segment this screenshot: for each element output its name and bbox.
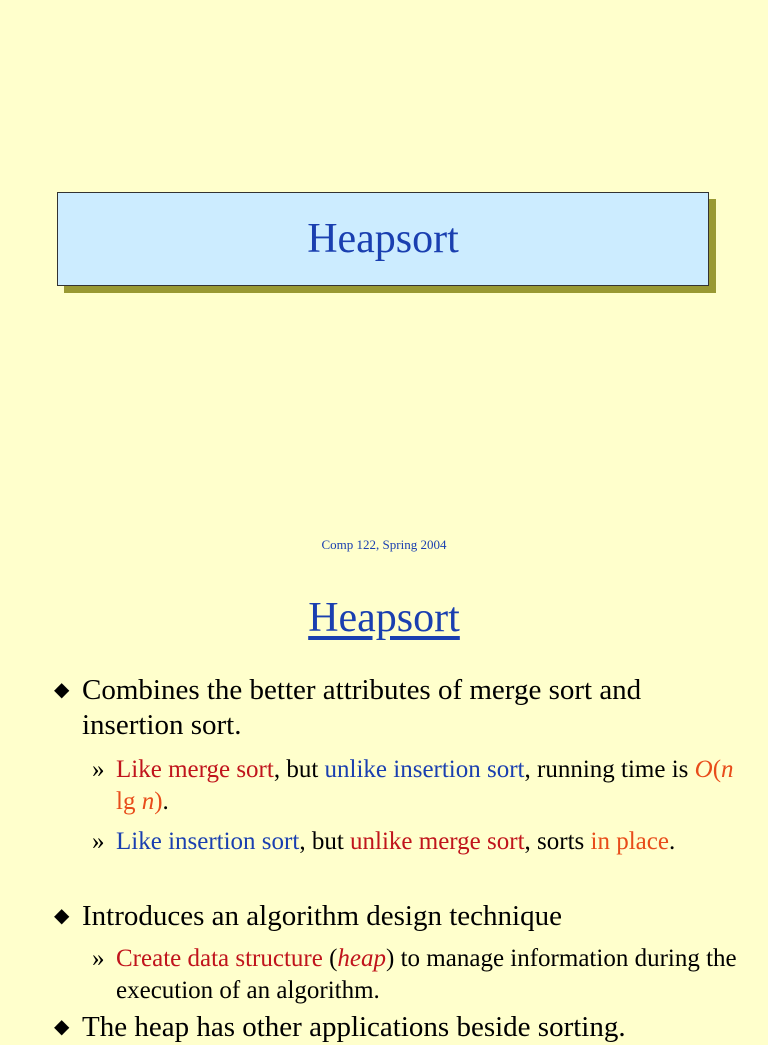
sub-bullet-1: [92, 754, 742, 818]
chevron-bullet-icon: »: [92, 945, 105, 972]
sub-bullet-2: [92, 826, 742, 858]
sub-bullet-2-text: Like insertion sort, but unlike merge sort, sorts in place.: [116, 828, 676, 855]
chevron-bullet-icon: »: [92, 828, 105, 855]
diamond-bullet-icon: ◆: [54, 679, 70, 701]
slide-footer: Comp 122, Spring 2004: [321, 537, 447, 552]
bullet-1-text: Combines the better attributes of merge sort and insertion sort.: [82, 674, 642, 741]
bullet-3-text: The heap has other applications beside sorting.: [82, 1011, 626, 1043]
chevron-bullet-icon: »: [92, 756, 105, 783]
slide1-title: Heapsort: [307, 216, 459, 262]
bullet-2: [54, 899, 744, 934]
sub-bullet-3-text: Create data structure (heap) to manage information during the execution of an algorithm.: [116, 945, 737, 1004]
bullet-2-text: Introduces an algorithm design technique: [82, 900, 562, 932]
title-box: [57, 192, 709, 286]
sub-bullet-3: [92, 943, 742, 1007]
slide2-title: Heapsort: [308, 595, 460, 641]
bullet-1: [54, 673, 744, 743]
bullet-3: [54, 1010, 744, 1045]
diamond-bullet-icon: ◆: [54, 1016, 70, 1038]
sub-bullet-1-text: Like merge sort, but unlike insertion sort, running time is O(n lg n).: [116, 756, 734, 815]
diamond-bullet-icon: ◆: [54, 905, 70, 927]
